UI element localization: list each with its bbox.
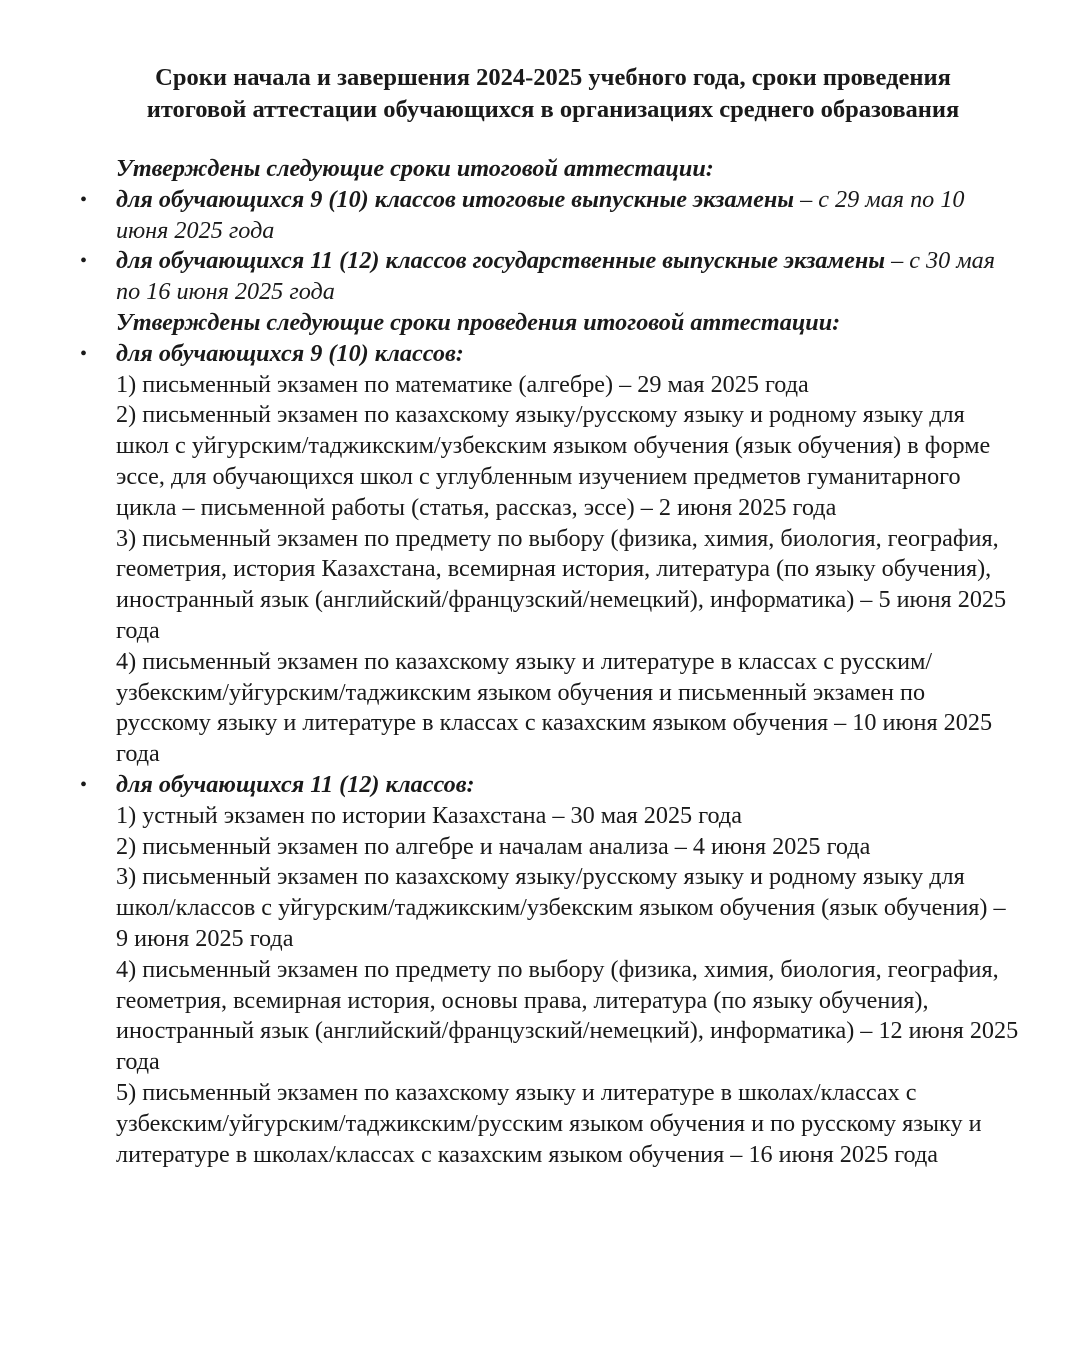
- exam-item: 1) устный экзамен по истории Казахстана – 30 мая 2025 года: [116, 801, 742, 829]
- exam-item: 3) письменный экзамен по предмету по выбору (физика, химия, биология, география, геометрия, история Казахстана, всемирная история, литература (по языку обучения), иностранный язык (английский/французский/немецкий), информатика) – 5 июня 2025 года: [116, 524, 1007, 644]
- exam-item: 4) письменный экзамен по предмету по выбору (физика, химия, биология, география, геометрия, всемирная история, основы права, литература (по языку обучения), иностранный язык (английский/французский/немецкий), информатика) – 12 июня 2025 года: [116, 955, 1019, 1076]
- bullet-bold-text: для обучающихся 9 (10) классов итоговые выпускные экзамены: [116, 185, 795, 213]
- exam-item: 4) письменный экзамен по казахскому языку и литературе в классах с русским/узбекским/уйгурским/таджикским языком обучения и письменный экзамен по русскому языку и литературе в классах с казахским языком обучения – 10 июня 2025 года: [116, 647, 993, 768]
- group-grade-11-label: [78, 770, 1020, 801]
- exam-item: 1) письменный экзамен по математике (алгебре) – 29 мая 2025 года: [116, 370, 809, 398]
- title-line-1: Сроки начала и завершения 2024-2025 учебного года, сроки проведения: [155, 64, 951, 91]
- group-label: для обучающихся 11 (12) классов:: [116, 770, 475, 798]
- bullet-icon: •: [80, 188, 88, 211]
- bullet-icon: •: [80, 342, 88, 365]
- document-title: [78, 62, 1020, 126]
- exam-item: 2) письменный экзамен по казахскому языку/русскому языку и родному языку для школ с уйгурским/таджикским/узбекским языком обучения (язык обучения) в форме эссе, для обучающихся школ с углубленным изучением предметов гуманитарного цикла – письменной работы (статья, рассказ, эссе) – 2 июня 2025 года: [116, 401, 991, 521]
- exam-item: 2) письменный экзамен по алгебре и началам анализа – 4 июня 2025 года: [116, 832, 871, 860]
- group-label: для обучающихся 9 (10) классов:: [116, 339, 464, 367]
- group-grade-9-items: [78, 370, 1020, 770]
- section1-bullet-1: [78, 185, 1020, 247]
- bullet-icon: •: [80, 773, 88, 796]
- document-body: [78, 154, 1020, 1170]
- group-grade-9-label: [78, 339, 1020, 370]
- bullet-date-range: – с 30 мая по 16 июня 2025 года: [116, 247, 996, 306]
- section1-bullet-2: [78, 246, 1020, 308]
- title-line-2: итоговой аттестации обучающихся в организациях среднего образования: [146, 96, 960, 123]
- section1-heading: Утверждены следующие сроки итоговой аттестации:: [116, 155, 714, 182]
- group-grade-11-items: [78, 801, 1020, 1171]
- bullet-date-range: – с 29 мая по 10 июня 2025 года: [116, 185, 965, 244]
- section2-heading: Утверждены следующие сроки проведения итоговой аттестации:: [116, 308, 841, 336]
- bullet-icon: •: [80, 250, 88, 273]
- exam-item: 3) письменный экзамен по казахскому языку/русскому языку и родному языку для школ/классов с уйгурским/таджикским/узбекским языком обучения (язык обучения) – 9 июня 2025 года: [116, 863, 1006, 952]
- exam-item: 5) письменный экзамен по казахскому языку и литературе в школах/классах с узбекским/уйгурским/таджикским/русским языком обучения и по русскому языку и литературе в школах/классах с казахским языком обучения – 16 июня 2025 года: [116, 1078, 982, 1168]
- bullet-bold-text: для обучающихся 11 (12) классов государственные выпускные экзамены: [116, 247, 886, 275]
